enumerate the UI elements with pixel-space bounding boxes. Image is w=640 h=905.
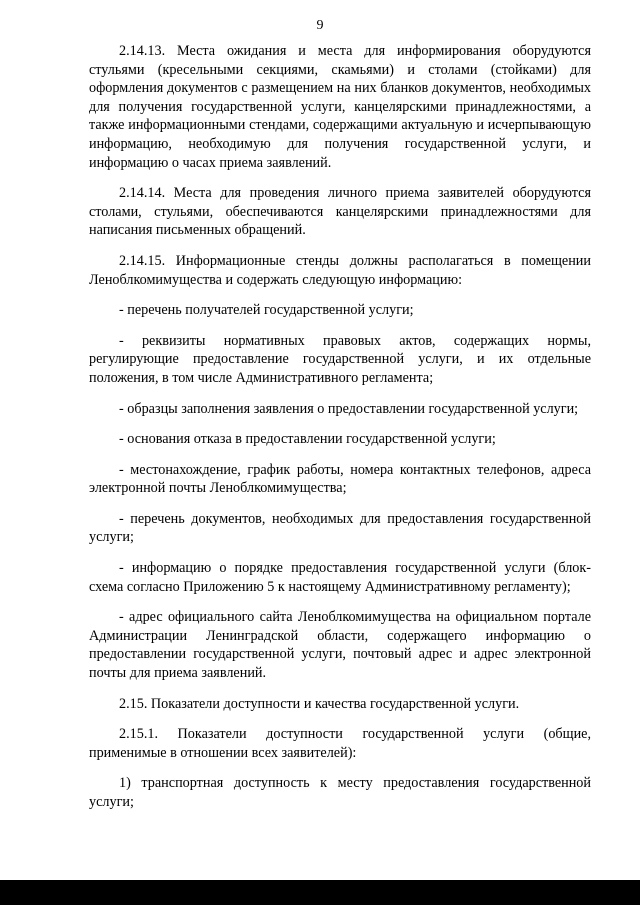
paragraph-2-14-13: 2.14.13. Места ожидания и места для информирования оборудуются стульями (кресельными секциями, скамьями) и столами (стойками) для оформления документов с размещением на них бланков документов, необходимых для получения государственной услуги, канцелярскими принадлежностями, а также информационными стендами, содержащими актуальную и исчерпывающую информацию, необходимую для получения государственной услуги, и информацию о часах приема заявлений. — [89, 43, 591, 171]
list-item-legal-acts: - реквизиты нормативных правовых актов, содержащих нормы, регулирующие предоставление государственной услуги, и их отдельные положения, в том числе Административного регламента; — [89, 332, 591, 386]
list-item-procedure: - информацию о порядке предоставления государственной услуги (блок-схема согласно Приложению 5 к настоящему Административному регламенту); — [89, 560, 591, 595]
list-item-transport: 1) транспортная доступность к месту предоставления государственной услуги; — [89, 775, 591, 810]
paragraph-2-15-1: 2.15.1. Показатели доступности государственной услуги (общие, применимые в отношении всех заявителей): — [89, 726, 591, 761]
list-item-documents: - перечень документов, необходимых для предоставления государственной услуги; — [89, 510, 591, 546]
page-number: 9 — [316, 18, 324, 33]
paragraph-2-14-14: 2.14.14. Места для проведения личного приема заявителей оборудуются столами, стульями, обеспечиваются канцелярскими принадлежностями для написания письменных обращений. — [89, 185, 591, 239]
paragraph-2-15: 2.15. Показатели доступности и качества государственной услуги. — [119, 695, 520, 712]
list-item-refusal-grounds: - основания отказа в предоставлении государственной услуги; — [119, 431, 496, 448]
list-item-website: - адрес официального сайта Леноблкомимущества на официальном портале Администрации Ленинградской области, содержащего информацию о предоставлении государственной услуги, почтовый адрес и адрес электронной почты для приема заявлений. — [89, 609, 591, 682]
scan-border — [0, 880, 640, 905]
list-item-location-contacts: - местонахождение, график работы, номера контактных телефонов, адреса электронной почты Леноблкомимущества; — [89, 461, 591, 497]
paragraph-2-14-15: 2.14.15. Информационные стенды должны располагаться в помещении Леноблкомимущества и содержать следующую информацию: — [89, 252, 591, 288]
document-body — [89, 42, 591, 824]
list-item-form-samples: - образцы заполнения заявления о предоставлении государственной услуги; — [119, 400, 579, 417]
list-item-recipients: - перечень получателей государственной услуги; — [119, 302, 414, 319]
